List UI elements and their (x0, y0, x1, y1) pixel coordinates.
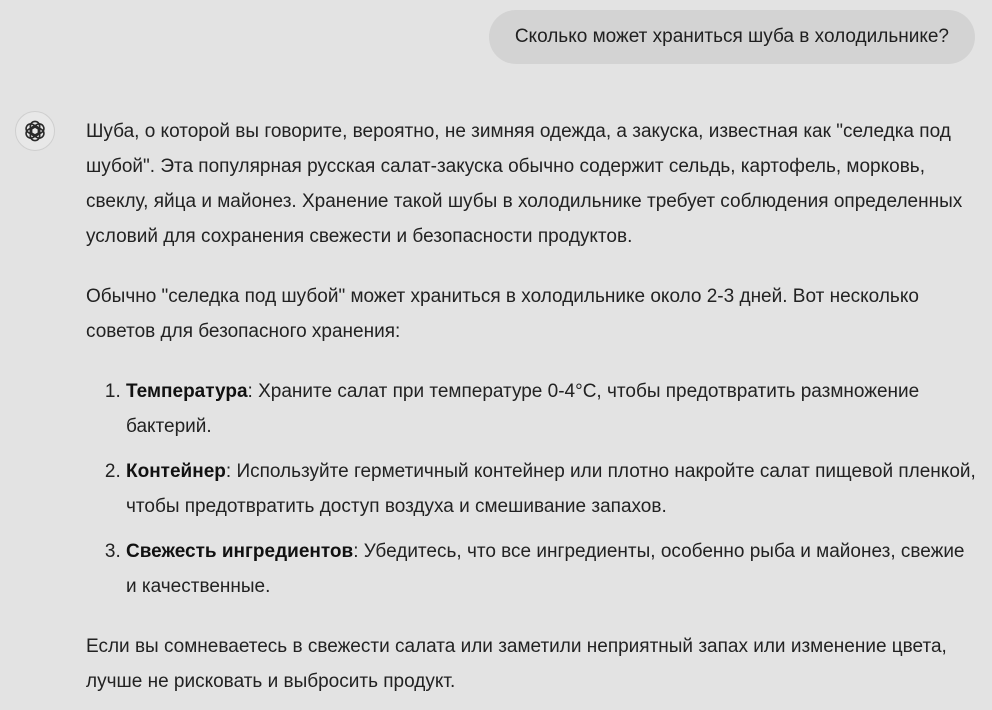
tip-text: : Храните салат при температуре 0-4°C, чтобы предотвратить размножение бактерий. (126, 381, 920, 437)
tip-text: : Убедитесь, что все ингредиенты, особенно рыба и майонез, свежие и качественные. (126, 541, 965, 597)
tip-text: : Используйте герметичный контейнер или плотно накройте салат пищевой пленкой, чтобы предотвратить доступ воздуха и смешивание запахов. (126, 461, 976, 517)
storage-tips-list (86, 374, 978, 604)
assistant-avatar (15, 111, 55, 151)
answer-paragraph-3: Если вы сомневаетесь в свежести салата или заметили неприятный запах или изменение цвета, лучше не рисковать и выбросить продукт. (86, 636, 947, 692)
tip-title: Температура (126, 381, 248, 402)
answer-paragraph-2: Обычно "селедка под шубой" может храниться в холодильнике около 2-3 дней. Вот несколько советов для безопасного хранения: (86, 286, 919, 342)
openai-logo-icon (22, 118, 48, 144)
list-item (126, 454, 978, 524)
user-message-bubble (489, 10, 975, 64)
tip-title: Контейнер (126, 461, 226, 482)
list-item (126, 374, 978, 444)
user-message-text: Сколько может храниться шуба в холодильнике? (514, 26, 949, 47)
answer-paragraph-1: Шуба, о которой вы говорите, вероятно, не зимняя одежда, а закуска, известная как "селедка под шубой". Эта популярная русская салат-закуска обычно содержит сельдь, картофель, морковь, свеклу, яйца и майонез. Хранение такой шубы в холодильнике требует соблюдения определенных условий для сохранения свежести и безопасности продуктов. (86, 121, 963, 247)
list-item (126, 534, 978, 604)
assistant-message (86, 114, 978, 710)
tip-title: Свежесть ингредиентов (126, 541, 354, 562)
